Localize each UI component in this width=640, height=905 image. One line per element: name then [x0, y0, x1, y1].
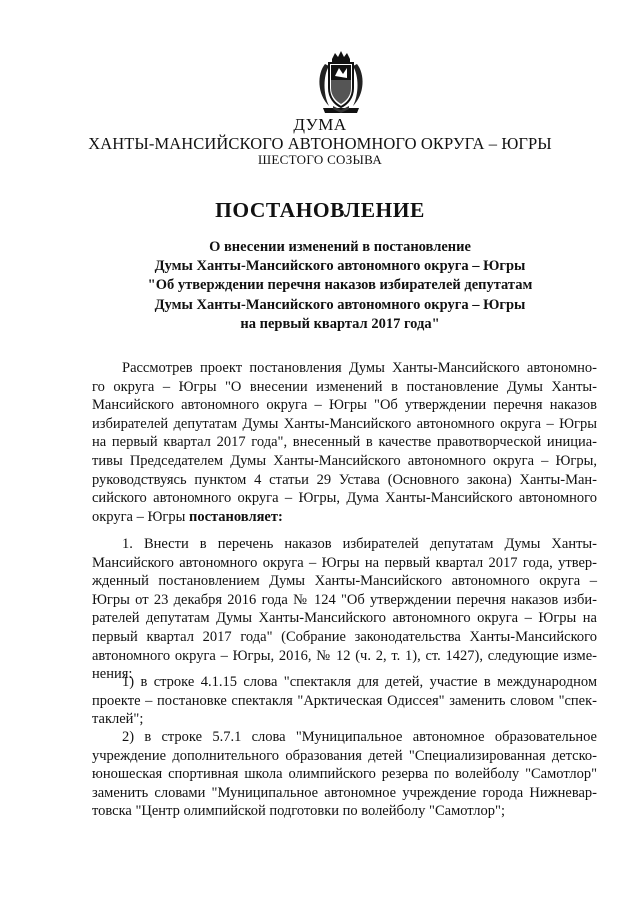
item-1-paragraph — [92, 535, 597, 684]
text-line: избирателей депутатам Думы Ханты-Мансийского автономного округа – Югры — [92, 415, 597, 432]
document-type-title: ПОСТАНОВЛЕНИЕ — [215, 198, 425, 222]
header-okrug: ХАНТЫ-МАНСИЙСКОГО АВТОНОМНОГО ОКРУГА – ЮГРЫ — [88, 134, 552, 153]
resolves-keyword: постановляет: — [188, 508, 283, 525]
text-line: жденный постановлением Думы Ханты-Мансийского автономного округа – — [92, 573, 597, 590]
text-line — [92, 508, 597, 527]
preamble-paragraph — [92, 359, 597, 526]
text-line: Мансийского автономного округа – Югры "Об утверждении перечня наказов — [92, 397, 597, 414]
subject-line: на первый квартал 2017 года" — [240, 315, 440, 332]
subject-line: Думы Ханты-Мансийского автономного округа – Югры — [154, 258, 526, 275]
text-line: Югры от 23 декабря 2016 года № 124 "Об утверждении перечня наказов изби- — [92, 591, 597, 608]
text-line: товска "Центр олимпийской подготовки по волейболу "Самотлор"; — [92, 803, 505, 820]
text-line: автономного округа – Югры, 2016, № 12 (ч. 2, т. 1), ст. 1427), следующие изме- — [92, 647, 597, 664]
text-line: первый квартал 2017 года" (Собрание законодательства Ханты-Мансийского — [92, 628, 597, 645]
coat-of-arms-icon — [313, 50, 369, 116]
text-line: на первый квартал 2017 года", внесенный в качестве правотворческой инициа- — [92, 434, 597, 451]
text-line: Мансийского автономного округа – Югры на первый квартал 2017 года, утвер- — [92, 554, 597, 571]
text-line: юношеская спортивная школа олимпийского резерва по волейболу "Самотлор" — [92, 766, 597, 783]
subject-line: Думы Ханты-Мансийского автономного округа – Югры — [154, 296, 526, 313]
subject-line: "Об утверждении перечня наказов избирателей депутатам — [147, 277, 533, 294]
text-line: го округа – Югры "О внесении изменений в постановление Думы Ханты- — [92, 378, 597, 395]
text-line: тивы Председателем Думы Ханты-Мансийского автономного округа – Югры, — [92, 452, 597, 469]
text-line: сийского автономного округа – Югры, Дума Ханты-Мансийского автономного — [92, 490, 597, 507]
text-line: нения: — [92, 666, 133, 683]
text-line: рателей депутатам Думы Ханты-Мансийского автономного округа – Югры на — [92, 610, 597, 627]
document-subject — [60, 238, 620, 334]
subitem-2-paragraph — [92, 728, 597, 821]
header-sozyv: ШЕСТОГО СОЗЫВА — [257, 152, 383, 167]
text-line: 1. Внести в перечень наказов избирателей депутатам Думы Ханты- — [122, 536, 597, 552]
text-line: учреждение дополнительного образования детей "Специализированная детско- — [92, 747, 597, 764]
text-line: проекте – постановке спектакля "Арктическая Одиссея" заменить словом "спек- — [92, 692, 597, 709]
subitem-1-paragraph — [92, 673, 597, 729]
header-duma: ДУМА — [293, 115, 347, 134]
text-line: таклей"; — [92, 711, 144, 728]
preamble-last-text: округа – Югры — [92, 508, 189, 525]
text-line: 2) в строке 5.7.1 слова "Муниципальное автономное образовательное — [122, 729, 597, 745]
text-line: заменить словами "Муниципальное автономное учреждение города Нижневар- — [92, 784, 597, 801]
text-line: Рассмотрев проект постановления Думы Ханты-Мансийского автономно- — [122, 360, 597, 376]
text-line: руководствуясь пунктом 4 статьи 29 Устава (Основного закона) Ханты-Ман- — [92, 471, 597, 488]
subject-line: О внесении изменений в постановление — [209, 239, 471, 255]
text-line: 1) в строке 4.1.15 слова "спектакля для детей, участие в международном — [122, 674, 597, 690]
